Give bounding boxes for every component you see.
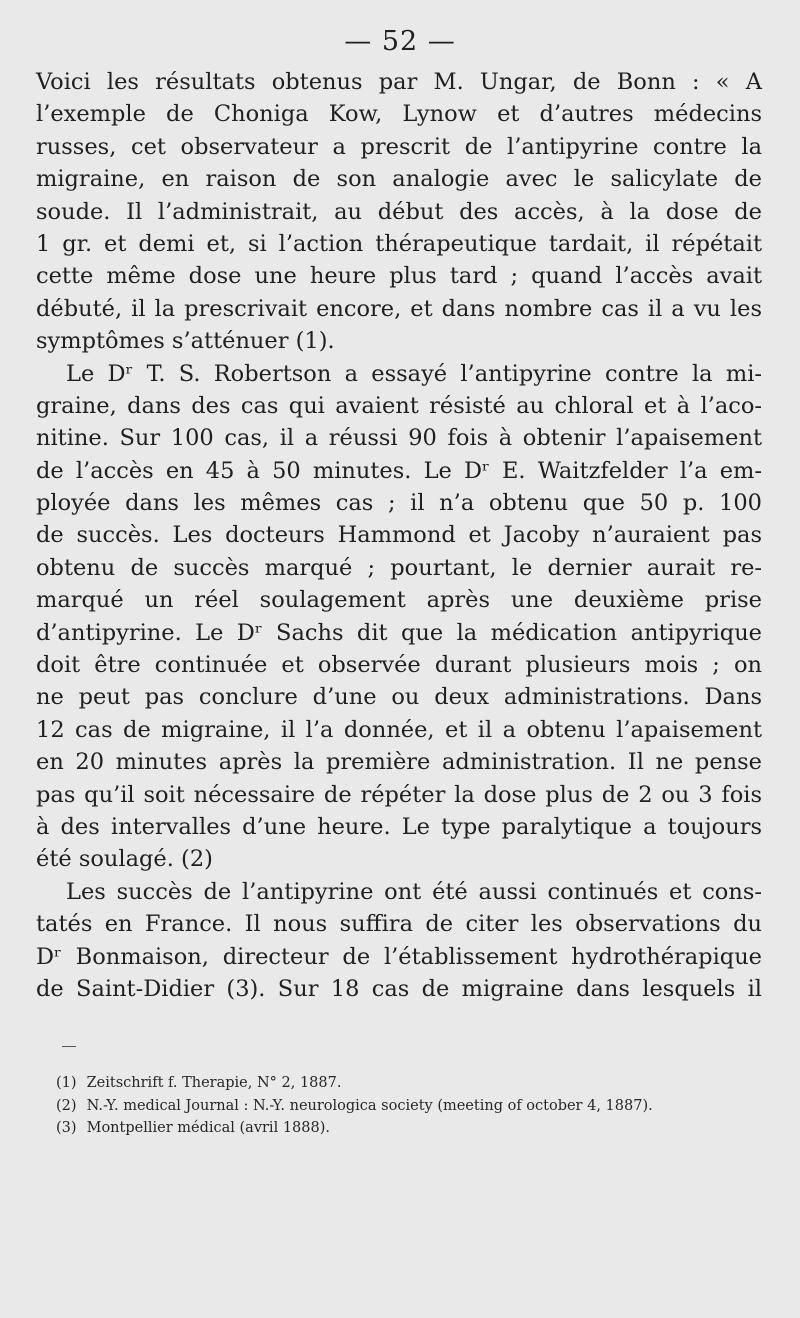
text-line: symptômes s’atténuer (1). (36, 328, 335, 355)
text-line: pas qu’il soit nécessaire de répéter la dose plus de 2 ou 3 fois (36, 781, 762, 808)
text-line: de Saint-Didier (3). Sur 18 cas de migraine dans lesquels il (36, 975, 762, 1002)
page-number: — 52 — (344, 26, 456, 57)
text-line: doit être continuée et observée durant plusieurs mois ; on (36, 652, 762, 679)
text-line: Dʳ Bonmaison, directeur de l’établissement hydrothérapique (36, 943, 762, 970)
text-line: à des intervalles d’une heure. Le type paralytique a toujours (36, 813, 762, 840)
footnote-number: (2) (56, 1097, 77, 1114)
text-line: graine, dans des cas qui avaient résisté au chloral et à l’aco- (36, 392, 762, 419)
text-line: Voici les résultats obtenus par M. Ungar, de Bonn : « A (36, 69, 762, 95)
text-line: ployée dans les mêmes cas ; il n’a obtenu que 50 p. 100 (36, 490, 762, 517)
text-line: en 20 minutes après la première administration. Il ne pense (36, 749, 762, 776)
text-line: soude. Il l’administrait, au début des accès, à la dose de (36, 198, 762, 225)
footnote-number: (3) (56, 1120, 77, 1136)
text-line: obtenu de succès marqué ; pourtant, le dernier aurait re- (36, 554, 762, 581)
text-line: 12 cas de migraine, il l’a donnée, et il a obtenu l’apaisement (36, 716, 762, 743)
footnotes (56, 1072, 776, 1140)
text-line: nitine. Sur 100 cas, il a réussi 90 fois à obtenir l’apaisement (36, 425, 762, 452)
footnote-divider (62, 1046, 76, 1047)
text-line: Les succès de l’antipyrine ont été aussi continués et cons- (66, 878, 762, 905)
footnote-text: Zeitschrift f. Therapie, N° 2, 1887. (86, 1075, 342, 1091)
text-line: été soulagé. (2) (36, 846, 213, 873)
text-line: ne peut pas conclure d’une ou deux administrations. Dans (36, 684, 762, 711)
text-line: marqué un réel soulagement après une deuxième prise (36, 587, 762, 614)
footnote (56, 1095, 776, 1118)
text-line: d’antipyrine. Le Dʳ Sachs dit que la médication antipyrique (36, 619, 762, 646)
footnote (56, 1117, 776, 1140)
footnote (56, 1072, 776, 1095)
text-line: l’exemple de Choniga Kow, Lynow et d’autres médecins (36, 101, 762, 128)
text-line: cette même dose une heure plus tard ; quand l’accès avait (36, 263, 762, 290)
text-line: de succès. Les docteurs Hammond et Jacoby n’auraient pas (36, 522, 762, 549)
text-line: migraine, en raison de son analogie avec le salicylate de (36, 166, 762, 193)
text-line: de l’accès en 45 à 50 minutes. Le Dʳ E. Waitzfelder l’a em- (36, 457, 762, 484)
footnote-number: (1) (56, 1075, 77, 1091)
body-text (36, 66, 762, 1005)
text-line: 1 gr. et demi et, si l’action thérapeutique tardait, il répétait (36, 230, 762, 257)
text-line: tatés en France. Il nous suffira de citer les observations du (36, 911, 762, 938)
text-line: Le Dʳ T. S. Robertson a essayé l’antipyrine contre la mi- (66, 360, 762, 387)
footnote-text: N.-Y. medical Journal : N.-Y. neurologica society (meeting of october 4, 1887). (86, 1097, 653, 1114)
text-line: russes, cet observateur a prescrit de l’antipyrine contre la (36, 133, 762, 160)
footnote-text: Montpellier médical (avril 1888). (86, 1120, 330, 1136)
text-line: débuté, il la prescrivait encore, et dans nombre cas il a vu les (36, 295, 762, 322)
